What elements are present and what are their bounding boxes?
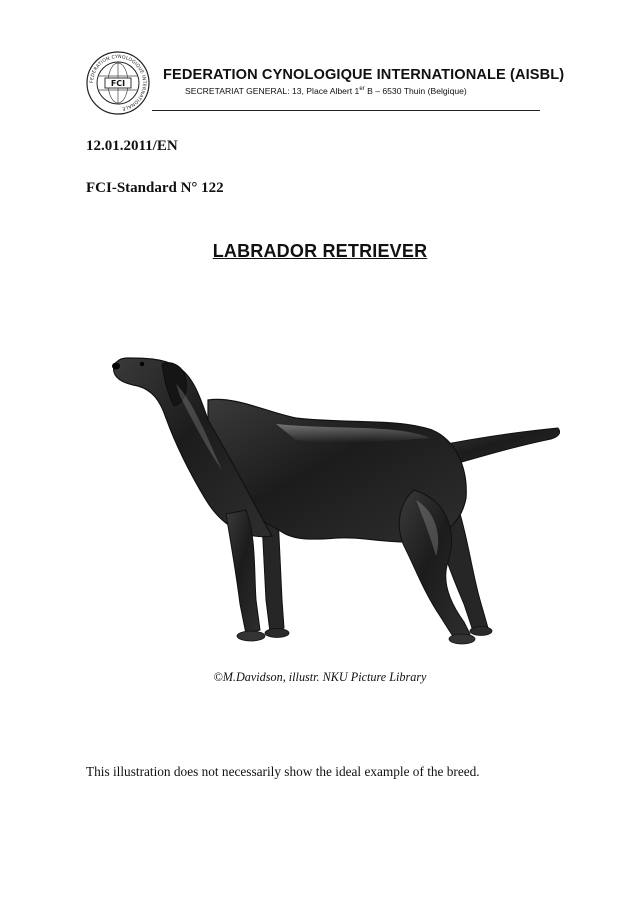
address-prefix: SECRETARIAT GENERAL: 13, Place Albert 1 bbox=[185, 86, 360, 96]
document-date: 12.01.2011/EN bbox=[86, 138, 178, 154]
address-suffix: B – 6530 Thuin (Belgique) bbox=[364, 86, 467, 96]
logo-ring-text: FEDERATION CYNOLOGIQUE INTERNATIONALE bbox=[89, 54, 147, 111]
fci-logo bbox=[86, 51, 150, 115]
standard-number: FCI-Standard N° 122 bbox=[86, 180, 224, 196]
illustration-disclaimer: This illustration does not necessarily show the ideal example of the breed. bbox=[86, 764, 480, 779]
header-divider bbox=[152, 110, 540, 111]
organization-name: FEDERATION CYNOLOGIQUE INTERNATIONALE (AISBL) bbox=[163, 67, 565, 83]
address-superscript: er bbox=[359, 86, 365, 93]
organization-address bbox=[185, 86, 467, 96]
logo-text: FCI bbox=[110, 79, 126, 88]
illustration-credit: ©M.Davidson, illustr. NKU Picture Library bbox=[213, 670, 427, 684]
breed-title: LABRADOR RETRIEVER bbox=[212, 241, 428, 261]
dog-illustration bbox=[96, 300, 566, 660]
